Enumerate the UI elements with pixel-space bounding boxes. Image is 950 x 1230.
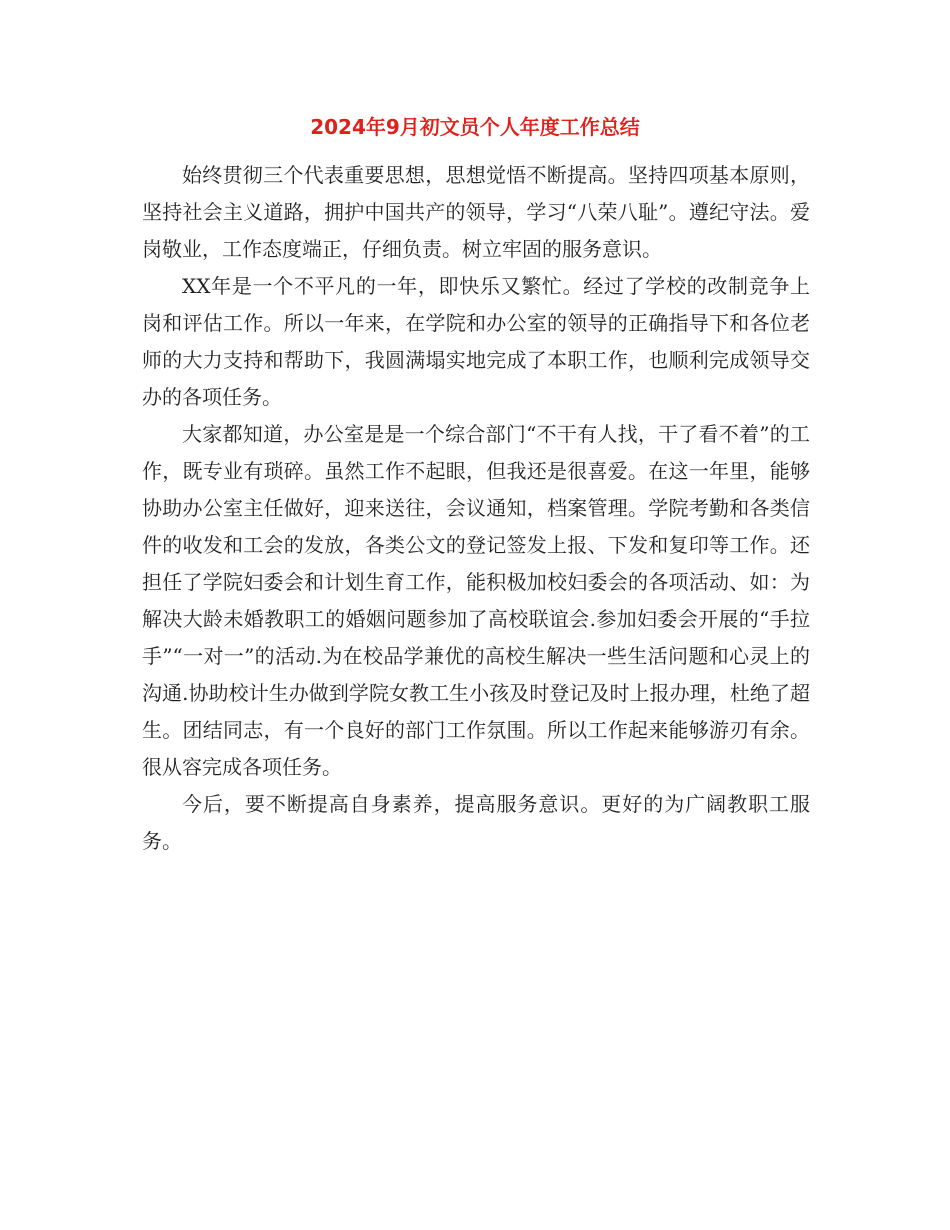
document-body [142, 157, 810, 860]
paragraph: 始终贯彻三个代表重要思想，思想觉悟不断提高。坚持四项基本原则，坚持社会主义道路，拥护中国共产的领导，学习“八荣八耻”。遵纪守法。爱岗敬业，工作态度端正，仔细负责。树立牢固的服务意识。 [142, 163, 810, 261]
paragraph: 大家都知道，办公室是是一个综合部门“不干有人找，干了看不着”的工作，既专业有琐碎。虽然工作不起眼，但我还是很喜爱。在这一年里，能够协助办公室主任做好，迎来送往，会议通知，档案管理。学院考勤和各类信件的收发和工会的发放，各类公文的登记签发上报、下发和复印等工作。还担任了学院妇委会和计划生育工作，能积极加校妇委会的各项活动、如：为解决大龄未婚教职工的婚姻问题参加了高校联谊会.参加妇委会开展的“手拉手”“一对一”的活动.为在校品学兼优的高校生解决一些生活问题和心灵上的沟通.协助校计生办做到学院女教工生小孩及时登记及时上报办理，杜绝了超生。团结同志，有一个良好的部门工作氛围。所以工作起来能够游刃有余。很从容完成各项任务。 [142, 422, 810, 779]
paragraph: 今后，要不断提高自身素养，提高服务意识。更好的为广阔教职工服务。 [142, 792, 810, 853]
paragraph: XX年是一个不平凡的一年，即快乐又繁忙。经过了学校的改制竞争上岗和评估工作。所以一年来，在学院和办公室的领导的正确指导下和各位老师的大力支持和帮助下，我圆满塌实地完成了本职工作，也顺利完成领导交办的各项任务。 [142, 274, 810, 409]
document-title: 2024年9月初文员个人年度工作总结 [310, 115, 640, 139]
